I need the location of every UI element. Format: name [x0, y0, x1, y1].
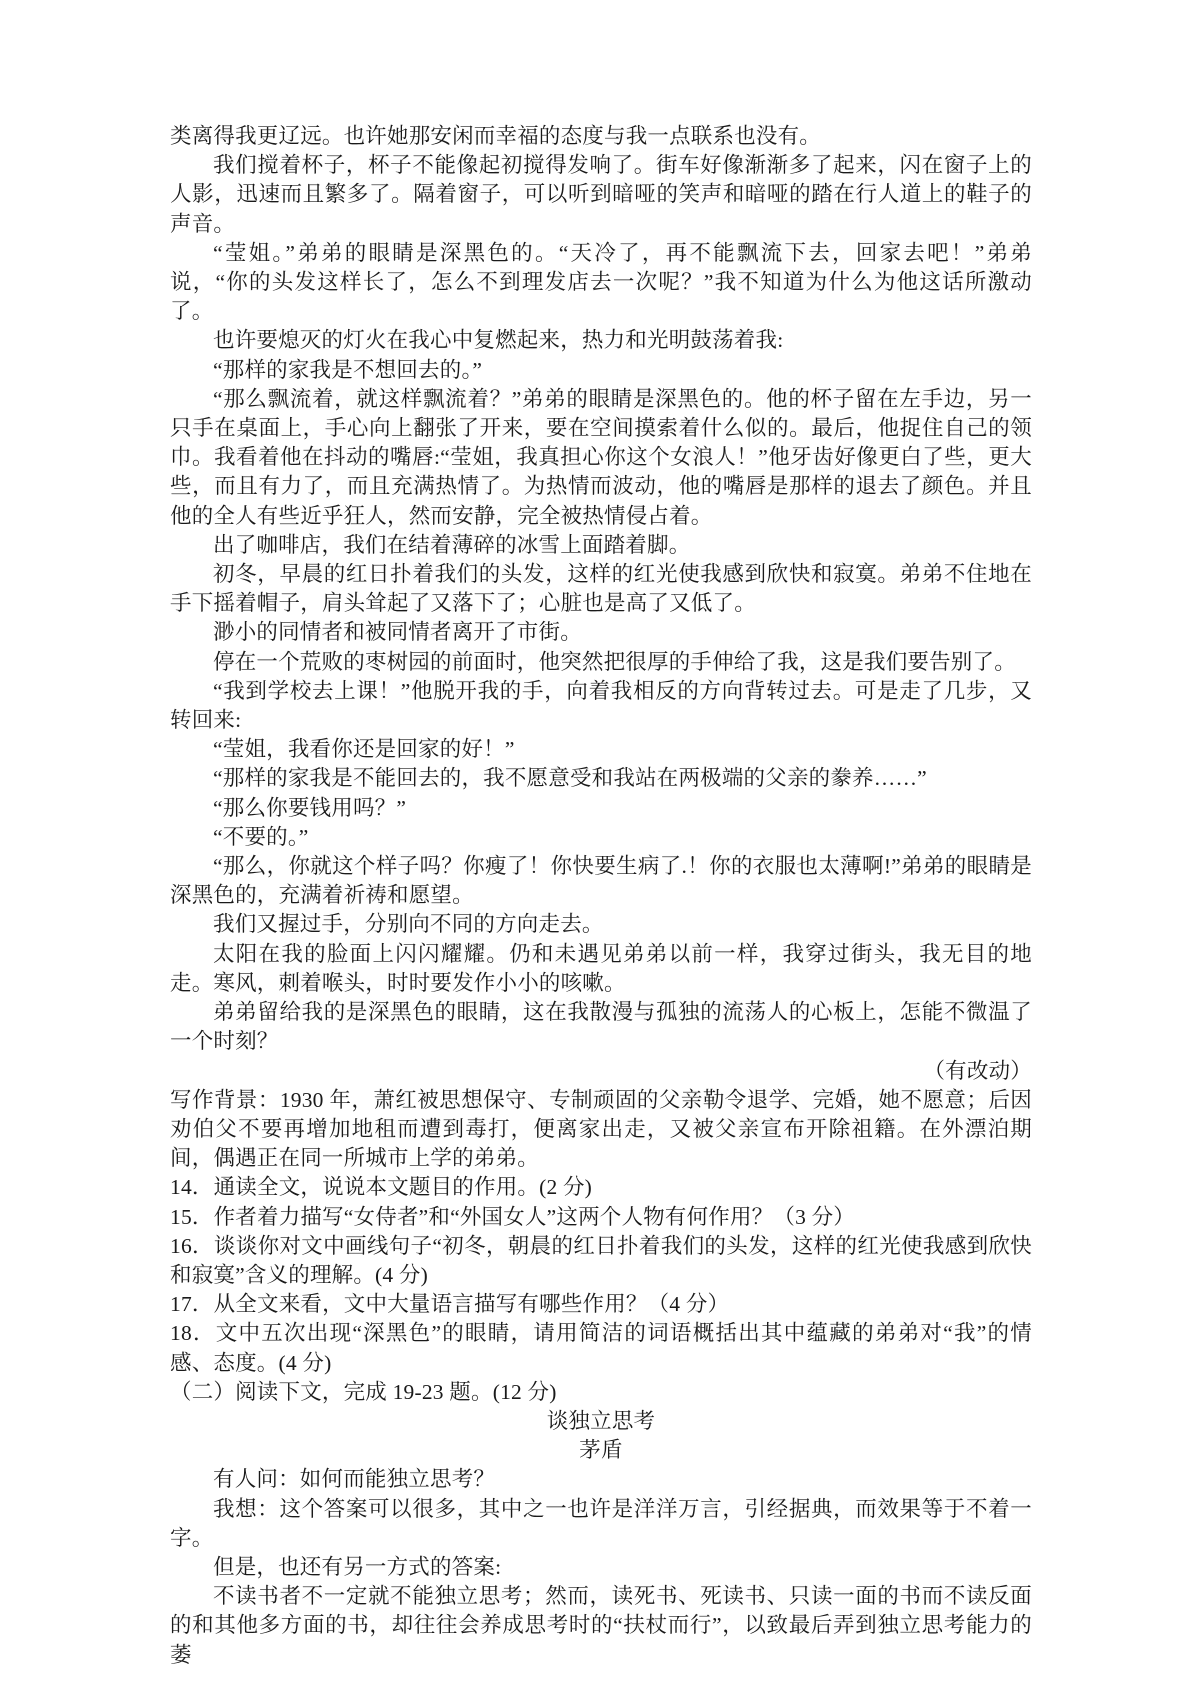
paragraph: “那样的家我是不能回去的，我不愿意受和我站在两极端的父亲的豢养……” — [213, 766, 927, 791]
paragraph: 我们搅着杯子，杯子不能像起初搅得发响了。街车好像渐渐多了起来，闪在窗子上的人影，迅速而且繁多了。隔着窗子，可以听到暗哑的笑声和暗哑的踏在行人道上的鞋子的声音。 — [170, 153, 1032, 236]
paragraph: 停在一个荒败的枣树园的前面时，他突然把很厚的手伸给了我，这是我们要告别了。 — [213, 649, 1016, 674]
paragraph: 太阳在我的脸面上闪闪耀耀。仍和未遇见弟弟以前一样，我穿过街头，我无目的地走。寒风，刺着喉头，时时要发作小小的咳嗽。 — [170, 941, 1032, 995]
paragraph: “莹姐。”弟弟的眼睛是深黑色的。“天冷了，再不能飘流下去，回家去吧！”弟弟说，“你的头发这样长了，怎么不到理发店去一次呢？”我不知道为什么为他这话所激动了。 — [170, 240, 1032, 324]
paragraph: 茅盾 — [579, 1438, 623, 1463]
document-body — [170, 122, 1032, 1670]
document-page — [170, 122, 1032, 1670]
paragraph: 弟弟留给我的是深黑色的眼睛，这在我散漫与孤独的流荡人的心板上，怎能不微温了一个时刻？ — [170, 1000, 1032, 1054]
paragraph: 不读书者不一定就不能独立思考；然而，读死书、死读书、只读一面的书而不读反面的和其他多方面的书，却往往会养成思考时的“扶杖而行”，以致最后弄到独立思考能力的萎 — [170, 1584, 1032, 1667]
paragraph: “莹姐，我看你还是回家的好！” — [213, 737, 515, 762]
paragraph: 出了咖啡店，我们在结着薄碎的冰雪上面踏着脚。 — [213, 532, 691, 557]
paragraph: 但是，也还有另一方式的答案: — [213, 1554, 502, 1579]
paragraph: 写作背景：1930 年，萧红被思想保守、专制顽固的父亲勒令退学、完婚，她不愿意；后因劝伯父不要再增加地租而遭到毒打，便离家出走，又被父亲宣布开除祖籍。在外漂泊期间，偶遇正在同一所城市上学的弟弟。 — [170, 1087, 1032, 1171]
paragraph: 17．从全文来看，文中大量语言描写有哪些作用？（4 分） — [170, 1292, 730, 1317]
paragraph: 谈独立思考 — [546, 1408, 656, 1433]
paragraph: （有改动） — [923, 1058, 1032, 1083]
paragraph: 我们又握过手，分别向不同的方向走去。 — [213, 912, 604, 937]
paragraph: 类离得我更辽远。也许她那安闲而幸福的态度与我一点联系也没有。 — [170, 124, 822, 148]
paragraph: “不要的。” — [213, 824, 309, 849]
paragraph: （二）阅读下文，完成 19-23 题。(12 分) — [170, 1379, 557, 1404]
paragraph: “那么，你就这个样子吗？你瘦了！你快要生病了.！你的衣服也太薄啊!”弟弟的眼睛是深黑色的，充满着祈祷和愿望。 — [170, 854, 1032, 908]
paragraph: 也许要熄灭的灯火在我心中复燃起来，热力和光明鼓荡着我: — [213, 328, 784, 353]
paragraph: “那样的家我是不想回去的。” — [213, 357, 483, 382]
paragraph: 初冬，早晨的红日扑着我们的头发，这样的红光使我感到欣快和寂寞。弟弟不住地在手下摇着帽子，肩头耸起了又落下了；心脏也是高了又低了。 — [170, 562, 1032, 616]
paragraph: 14．通读全文，说说本文题目的作用。(2 分) — [170, 1175, 593, 1200]
paragraph: 我想：这个答案可以很多，其中之一也许是洋洋万言，引经据典，而效果等于不着一字。 — [170, 1496, 1032, 1550]
paragraph: 渺小的同情者和被同情者离开了市街。 — [213, 620, 582, 645]
paragraph: 有人问：如何而能独立思考？ — [213, 1467, 496, 1492]
paragraph: 15．作者着力描写“女侍者”和“外国女人”这两个人物有何作用？（3 分） — [170, 1204, 855, 1229]
paragraph: 18．文中五次出现“深黑色”的眼睛，请用简洁的词语概括出其中蕴藏的弟弟对“我”的情感、态度。(4 分) — [170, 1321, 1032, 1375]
paragraph: “那么你要钱用吗？” — [213, 795, 407, 820]
paragraph: “我到学校去上课！”他脱开我的手，向着我相反的方向背转过去。可是走了几步，又转回来: — [170, 678, 1032, 733]
paragraph: 16．谈谈你对文中画线句子“初冬，朝晨的红日扑着我们的头发，这样的红光使我感到欣快和寂寞”含义的理解。(4 分) — [170, 1233, 1032, 1287]
paragraph: “那么飘流着，就这样飘流着？”弟弟的眼睛是深黑色的。他的杯子留在左手边，另一只手在桌面上，手心向上翻张了开来，要在空间摸索着什么似的。最后，他捉住自己的领巾。我看着他在抖动的嘴唇:“莹姐，我真担心你这个女浪人！”他牙齿好像更白了些，更大些，而且有力了，而且充满热情了。为热情而波动，他的嘴唇是那样的退去了颜色。并且他的全人有些近乎狂人，然而安静，完全被热情侵占着。 — [170, 386, 1032, 528]
